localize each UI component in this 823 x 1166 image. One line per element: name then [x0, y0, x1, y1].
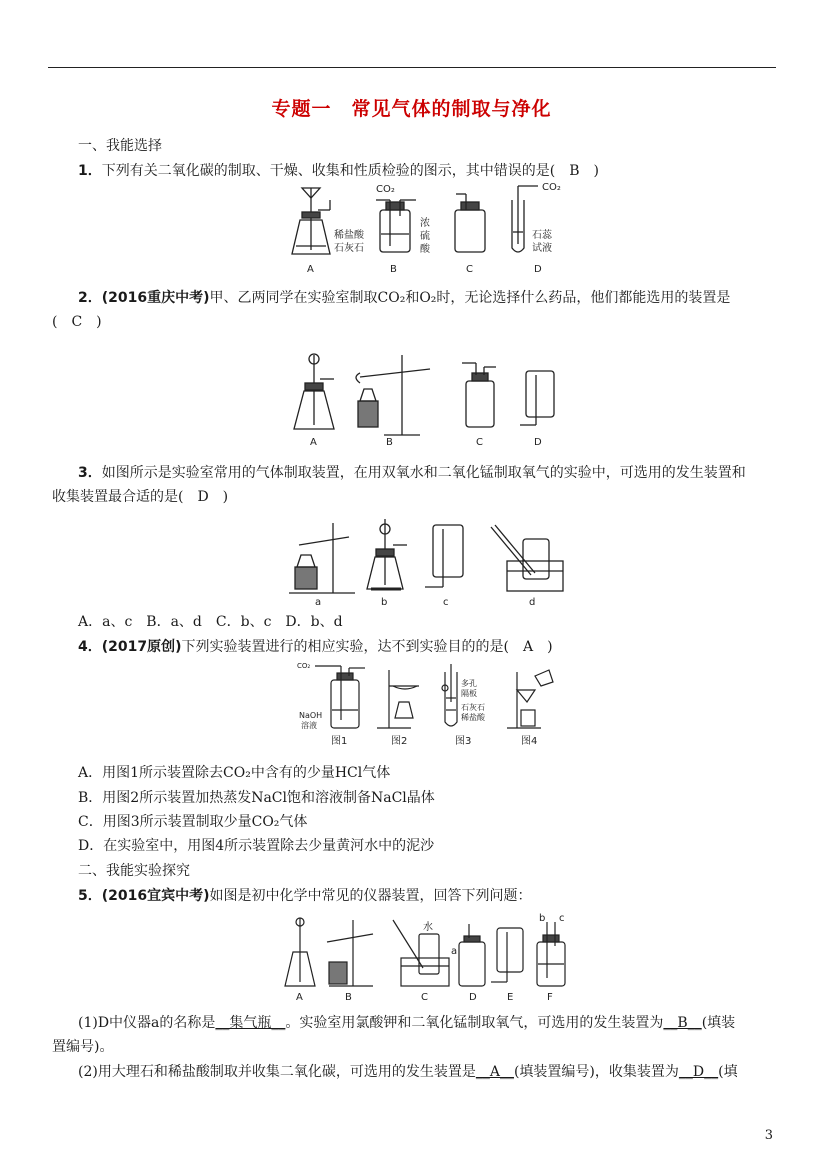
question-text: 下列实验装置进行的相应实验，达不到实验目的的是( A ) [181, 639, 553, 655]
fig-label-b: B [386, 437, 393, 448]
section-heading-experiment: 二、我能实验探究 [78, 863, 190, 879]
label-conc1: 浓 [420, 218, 430, 229]
fig-label-a: A [307, 264, 314, 275]
question-2-answer: ( C ) [52, 314, 102, 330]
q2-figure [290, 345, 560, 450]
label-naoh1: NaOH [299, 711, 323, 720]
fig-label-c: c [443, 597, 449, 608]
q3-figure [285, 515, 570, 610]
question-number: 3． [78, 465, 102, 481]
label-porous2: 隔板 [461, 689, 477, 698]
fig-label-a: a [315, 597, 322, 608]
q5-part1-text: (1)D中仪器a的名称是 [78, 1015, 216, 1031]
q5-part2-mid: (填装置编号)，收集装置为 [513, 1064, 679, 1080]
fig-label-b: B [390, 264, 397, 275]
question-source: (2016重庆中考) [101, 290, 210, 306]
fig-label-e: E [507, 992, 514, 1003]
fig-label-a: A [310, 437, 317, 448]
question-3-options: A．a、c B．a、d C．b、c D．b、d [78, 614, 343, 630]
q5-figure [283, 912, 583, 1004]
question-3 [78, 462, 746, 482]
answer-blank-1: __集气瓶__ [215, 1015, 286, 1031]
question-text: 如图是初中化学中常见的仪器装置，回答下列问题： [209, 888, 532, 904]
fig-label-d: D [534, 264, 542, 275]
option-b: B．用图2所示装置加热蒸发NaCl饱和溶液制备NaCl晶体 [78, 790, 435, 806]
label-stone: 石灰石 [461, 703, 485, 712]
question-number: 4． [78, 639, 102, 655]
question-source: (2016宜宾中考) [101, 888, 210, 904]
fig-label-3: 图3 [455, 736, 472, 747]
fig-label-c: C [476, 437, 483, 448]
q1-figure [280, 180, 580, 280]
fig-label-d: D [469, 992, 477, 1003]
question-text: 下列有关二氧化碳的制取、干燥、收集和性质检验的图示，其中错误的是( B ) [101, 163, 599, 179]
fig-label-2: 图2 [391, 736, 408, 747]
option-c: C．用图3所示装置制取少量CO₂气体 [78, 814, 308, 830]
page-title: 专题一 常见气体的制取与净化 [271, 98, 552, 120]
q5-part1-continued: 置编号)。 [52, 1039, 114, 1055]
header-rule [48, 67, 776, 68]
question-4 [78, 636, 553, 656]
q5-part2-text: (2)用大理石和稀盐酸制取并收集二氧化碳，可选用的发生装置是 [78, 1064, 476, 1080]
fig-label-c: C [421, 992, 428, 1003]
question-number: 1． [78, 163, 102, 179]
q5-part2 [78, 1061, 738, 1081]
label-acid: 稀盐酸 [334, 230, 364, 241]
q5-part2-post: (填 [718, 1064, 738, 1080]
q5-part1-mid: 。实验室用氯酸钾和二氧化锰制取氧气，可选用的发生装置为 [285, 1015, 664, 1031]
fig-label-f: F [547, 992, 553, 1003]
question-number: 5． [78, 888, 102, 904]
label-conc2: 硫 [420, 231, 430, 242]
label-acid: 稀盐酸 [461, 713, 485, 722]
fig-label-d: d [529, 597, 536, 608]
label-water: 水 [423, 922, 433, 933]
fig-label-b: b [381, 597, 388, 608]
answer-blank-2: __B__ [663, 1015, 702, 1031]
question-1 [78, 160, 599, 180]
label-co2-side: CO₂ [542, 182, 561, 193]
question-2 [78, 287, 730, 307]
q5-part1-post: (填装 [701, 1015, 736, 1031]
option-d: D．在实验室中，用图4所示装置除去少量黄河水中的泥沙 [78, 838, 435, 854]
label-naoh2: 溶液 [301, 721, 317, 730]
label-co2-in: CO₂ [376, 184, 395, 195]
question-source: (2017原创) [101, 639, 182, 655]
question-3-line2: 收集装置最合适的是( D ) [52, 489, 229, 505]
answer-blank-3: __A__ [475, 1064, 514, 1080]
label-litmus2: 试液 [532, 243, 552, 254]
label-b: b [539, 913, 546, 924]
q5-part1 [78, 1012, 735, 1032]
fig-label-1: 图1 [331, 736, 348, 747]
answer-blank-4: __D__ [678, 1064, 719, 1080]
question-text: 甲、乙两同学在实验室制取CO₂和O₂时，无论选择什么药品，他们都能选用的装置是 [209, 290, 731, 306]
question-number: 2． [78, 290, 102, 306]
label-porous1: 多孔 [461, 679, 477, 688]
fig-label-b: B [345, 992, 352, 1003]
section-heading-choice: 一、我能选择 [78, 138, 162, 154]
fig-label-a: A [296, 992, 303, 1003]
fig-label-d: D [534, 437, 542, 448]
label-c: c [559, 913, 565, 924]
label-litmus1: 石蕊 [532, 230, 552, 241]
label-stone: 石灰石 [334, 243, 364, 254]
question-text: 如图所示是实验室常用的气体制取装置，在用双氧水和二氧化锰制取氧气的实验中，可选用的发生装置和 [101, 465, 746, 481]
fig-label-c: C [466, 264, 473, 275]
question-5 [78, 885, 532, 905]
fig-label-4: 图4 [521, 736, 538, 747]
label-a: a [451, 946, 458, 957]
label-co2: CO₂ [297, 662, 311, 670]
page-number: 3 [764, 1128, 773, 1143]
q4-figure [295, 662, 565, 750]
option-a: A．用图1所示装置除去CO₂中含有的少量HCl气体 [78, 765, 391, 781]
label-conc3: 酸 [420, 244, 430, 255]
